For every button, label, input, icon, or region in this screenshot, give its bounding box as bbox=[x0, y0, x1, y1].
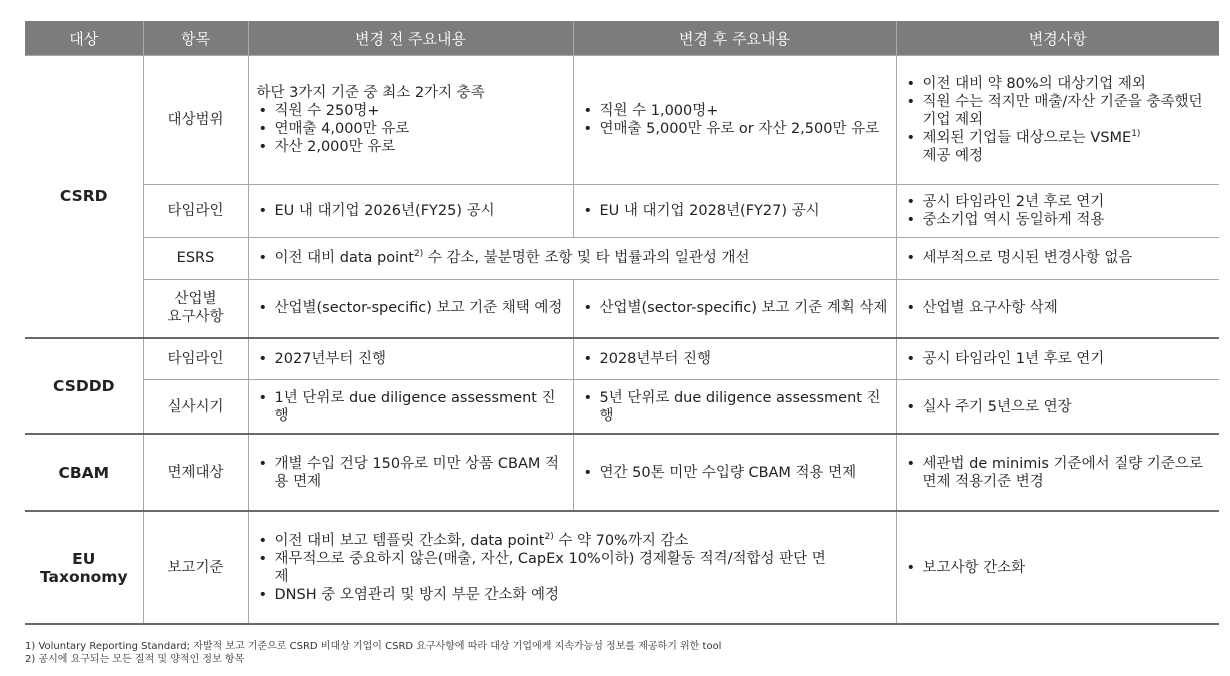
footnotes bbox=[25, 640, 721, 666]
csrd-scope-after bbox=[573, 56, 896, 185]
list-item: • 공시 타임라인 2년 후로 연기 bbox=[905, 193, 1212, 211]
header-after: 변경 후 주요내용 bbox=[573, 21, 896, 56]
csrd-timeline-after bbox=[573, 184, 896, 237]
csrd-sector-change bbox=[896, 279, 1219, 338]
list-item: • 산업별 요구사항 삭제 bbox=[905, 299, 1212, 317]
group-taxonomy bbox=[25, 511, 143, 624]
list-item: • 5년 단위로 due diligence assessment 진행 bbox=[582, 389, 888, 425]
list-item: • 세부적으로 명시된 변경사항 없음 bbox=[905, 249, 1212, 267]
item-esrs: ESRS bbox=[143, 238, 248, 280]
list-item: • DNSH 중 오염관리 및 방지 부문 간소화 예정 bbox=[257, 586, 888, 604]
csrd-scope-change bbox=[896, 56, 1219, 185]
table-row bbox=[25, 184, 1219, 237]
list-item: • 1년 단위로 due diligence assessment 진행 bbox=[257, 389, 565, 425]
cbam-change bbox=[896, 434, 1219, 511]
csrd-timeline-before bbox=[248, 184, 573, 237]
csrd-timeline-change bbox=[896, 184, 1219, 237]
group-csrd: CSRD bbox=[25, 56, 143, 338]
csddd-timeline-before bbox=[248, 338, 573, 380]
list-item: • 실사 주기 5년으로 연장 bbox=[905, 398, 1212, 416]
header-before: 변경 전 주요내용 bbox=[248, 21, 573, 56]
csrd-sector-after bbox=[573, 279, 896, 338]
list-item: • 산업별(sector-specific) 보고 기준 계획 삭제 bbox=[582, 299, 888, 317]
item-sector-line1: 산업별 bbox=[174, 291, 217, 308]
esrs-text: 이전 대비 data point bbox=[274, 250, 414, 267]
table-row bbox=[25, 379, 1219, 434]
list-item: • 연매출 4,000만 유로 bbox=[257, 120, 565, 138]
list-item: • 2027년부터 진행 bbox=[257, 350, 565, 368]
list-item: • 이전 대비 약 80%의 대상기업 제외 bbox=[905, 75, 1212, 93]
list-item: • 공시 타임라인 1년 후로 연기 bbox=[905, 350, 1212, 368]
header-item: 항목 bbox=[143, 21, 248, 56]
list-item: • 직원 수는 적지만 매출/자산 기준을 충족했던 기업 제외 bbox=[905, 93, 1212, 129]
item-period: 실사시기 bbox=[143, 379, 248, 434]
list-item: • 자산 2,000만 유로 bbox=[257, 138, 565, 156]
csrd-esrs-change bbox=[896, 238, 1219, 280]
list-item: • 개별 수입 건당 150유로 미만 상품 CBAM 적용 면제 bbox=[257, 455, 565, 491]
scope-before-intro: 하단 3가지 기준 중 최소 2가지 충족 bbox=[256, 84, 485, 101]
csrd-scope-before bbox=[248, 56, 573, 185]
table-row bbox=[25, 434, 1219, 511]
cbam-before bbox=[248, 434, 573, 511]
list-item: • EU 내 대기업 2028년(FY27) 공시 bbox=[582, 202, 888, 220]
table-row bbox=[25, 56, 1219, 185]
taxonomy-content bbox=[248, 511, 896, 624]
table-row bbox=[25, 279, 1219, 338]
vsme-tail: 제공 예정 bbox=[922, 147, 984, 164]
footnote-ref: 2) bbox=[544, 531, 554, 542]
list-item bbox=[257, 532, 888, 550]
group-csddd: CSDDD bbox=[25, 338, 143, 435]
taxonomy-change bbox=[896, 511, 1219, 624]
table-row bbox=[25, 238, 1219, 280]
footnote-ref: 1) bbox=[1131, 129, 1141, 140]
list-item: • 중소기업 역시 동일하게 적용 bbox=[905, 211, 1212, 229]
list-item: • 재무적으로 중요하지 않은(매출, 자산, CapEx 10%이하) 경제활동 적격/적합성 판단 면제 bbox=[257, 550, 835, 586]
list-item: • EU 내 대기업 2026년(FY25) 공시 bbox=[257, 202, 565, 220]
tax-b1-tail: 수 약 70%까지 감소 bbox=[553, 532, 689, 549]
csddd-timeline-change bbox=[896, 338, 1219, 380]
item-timeline: 타임라인 bbox=[143, 338, 248, 380]
footnote-ref: 2) bbox=[414, 249, 424, 260]
vsme-text: 제외된 기업들 대상으로는 VSME bbox=[922, 129, 1132, 146]
list-item: • 연매출 5,000만 유로 or 자산 2,500만 유로 bbox=[582, 120, 888, 138]
header-target: 대상 bbox=[25, 21, 143, 56]
csddd-period-after bbox=[573, 379, 896, 434]
item-sector-line2: 요구사항 bbox=[167, 309, 224, 326]
list-item: • 보고사항 간소화 bbox=[905, 559, 1212, 577]
header-row bbox=[25, 21, 1219, 56]
header-changes: 변경사항 bbox=[896, 21, 1219, 56]
list-item bbox=[257, 249, 888, 267]
csddd-period-change bbox=[896, 379, 1219, 434]
csrd-sector-before bbox=[248, 279, 573, 338]
csddd-timeline-after bbox=[573, 338, 896, 380]
group-cbam: CBAM bbox=[25, 434, 143, 511]
list-item bbox=[905, 129, 1212, 165]
item-scope: 대상범위 bbox=[143, 56, 248, 185]
item-sector bbox=[143, 279, 248, 338]
item-report: 보고기준 bbox=[143, 511, 248, 624]
list-item: • 산업별(sector-specific) 보고 기준 채택 예정 bbox=[257, 299, 565, 317]
list-item: • 직원 수 1,000명+ bbox=[582, 102, 888, 120]
list-item: • 직원 수 250명+ bbox=[257, 102, 565, 120]
csrd-esrs-content bbox=[248, 238, 896, 280]
table-row bbox=[25, 511, 1219, 624]
table-row bbox=[25, 338, 1219, 380]
cbam-after bbox=[573, 434, 896, 511]
esrs-text-tail: 수 감소, 불분명한 조항 및 타 법률과의 일관성 개선 bbox=[423, 250, 750, 267]
list-item: • 세관법 de minimis 기준에서 질량 기준으로 면제 적용기준 변경 bbox=[905, 455, 1212, 491]
group-taxonomy-line1: EU bbox=[72, 549, 96, 568]
list-item: • 연간 50톤 미만 수입량 CBAM 적용 면제 bbox=[582, 464, 888, 482]
item-timeline: 타임라인 bbox=[143, 184, 248, 237]
csddd-period-before bbox=[248, 379, 573, 434]
footnote-1: 1) Voluntary Reporting Standard; 자발적 보고 기준으로 CSRD 비대상 기업이 CSRD 요구사항에 따라 대상 기업에게 지속가능성 정보를 제공하기 위한 tool bbox=[25, 641, 722, 652]
regulation-comparison-table bbox=[25, 21, 1219, 625]
footnote-2: 2) 공시에 요구되는 모든 질적 및 양적인 정보 항목 bbox=[25, 654, 245, 665]
tax-b1: 이전 대비 보고 템플릿 간소화, data point bbox=[274, 532, 545, 549]
group-taxonomy-line2: Taxonomy bbox=[39, 567, 128, 586]
item-exempt: 면제대상 bbox=[143, 434, 248, 511]
list-item: • 2028년부터 진행 bbox=[582, 350, 888, 368]
